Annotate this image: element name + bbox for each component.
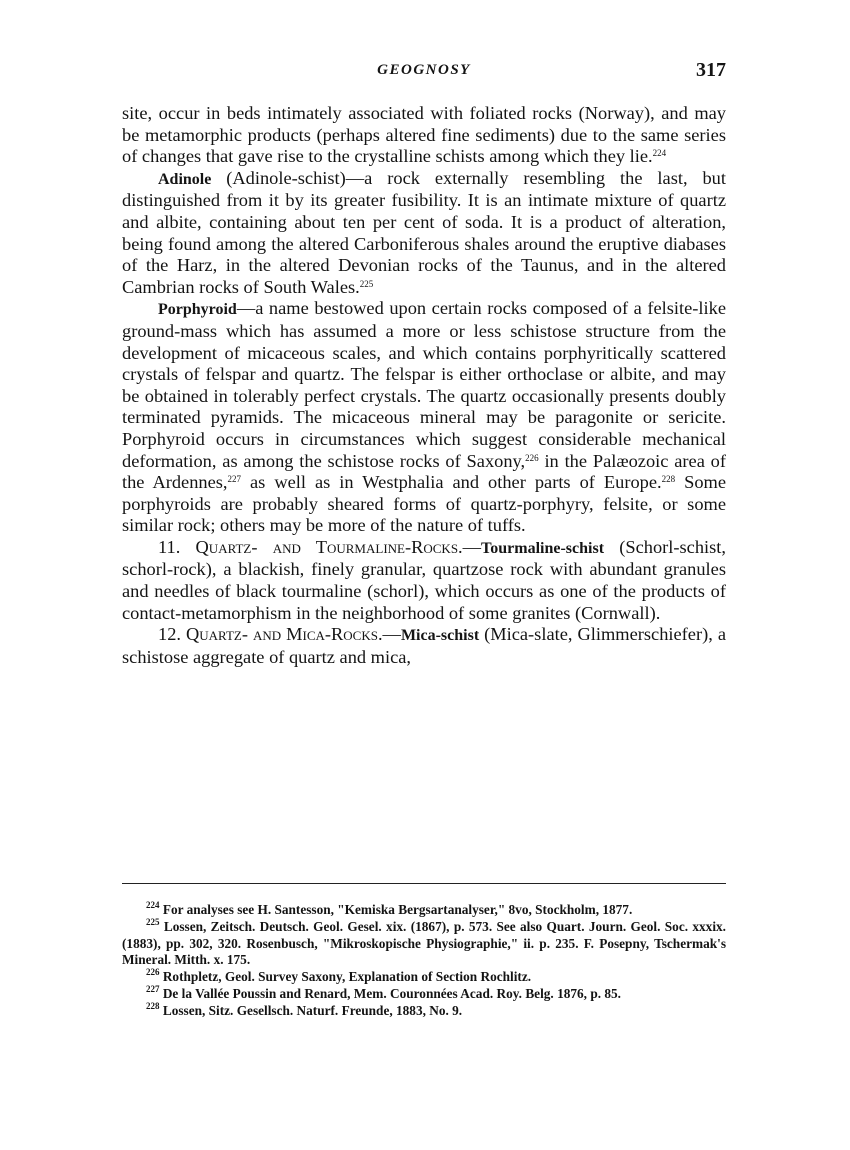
footnote-text: For analyses see H. Santesson, "Kemiska Bergsartanalyser," 8vo, Stockholm, 1877.	[159, 902, 633, 917]
page-header	[122, 59, 726, 88]
footnote	[122, 916, 726, 969]
footnote-number: 227	[146, 983, 160, 994]
footnote-ref: 227	[227, 474, 242, 485]
page-number: 317	[696, 59, 726, 81]
footnote-number: 226	[146, 967, 160, 978]
term-porphyroid: Porphyroid	[158, 301, 237, 319]
body-text	[122, 103, 726, 668]
footnote-ref: 226	[525, 452, 539, 463]
footnote-text: De la Vallée Poussin and Renard, Mem. Couronnées Acad. Roy. Belg. 1876, p. 85.	[159, 985, 621, 1001]
running-title: GEOGNOSY	[377, 62, 471, 78]
footnote	[122, 983, 726, 1003]
footnote	[122, 902, 726, 919]
paragraph-porphyroid	[122, 298, 726, 537]
paragraph-section-11	[122, 537, 726, 624]
paragraph-text: (Mica-slate, Glimmerschiefer), a schistose aggregate of quartz and mica,	[122, 624, 726, 667]
paragraph-text: Some porphyroids are probably sheared forms of quartz-porphyry, felsite, or some similar rock; others may be more of the nature of tuffs.	[122, 472, 726, 536]
section-heading: Quartz- and Tourmaline-Rocks.	[195, 536, 463, 557]
section-heading: Quartz- and Mica-Rocks.	[186, 624, 383, 645]
footnote-ref: 228	[661, 474, 676, 485]
section-number: 11.	[158, 536, 196, 557]
term-tourmaline-schist: Tourmaline-schist	[481, 539, 605, 557]
footnote	[122, 969, 726, 986]
heading-dash: —	[382, 624, 401, 645]
paragraph-text: site, occur in beds intimately associated with foliated rocks (Norway), and may be metamorphic products (perhaps altered fine sediments) due to the same series of changes that gave rise to the crystalline schists among which they lie.	[122, 103, 726, 167]
footnote-number: 224	[146, 900, 160, 910]
section-number: 12.	[158, 624, 186, 645]
paragraph-text: —a name bestowed upon certain rocks composed of a felsite-like ground-mass which has assumed a more or less schistose structure from the development of micaceous scales, and which contains porphyritically scattered crystals of felspar and quartz. The felspar is either orthoclase or albite, and may be obtained in tolerably perfect crystals. The quartz occasionally presents doubly terminated pyramids. The micaceous mineral may be paragonite or sericite. Porphyroid occurs in circumstances which suggest considerable mechanical deformation, as among the schistose rocks of Saxony,	[122, 298, 726, 471]
paragraph-text: in the Palæozoic area of the Ardennes,	[122, 450, 726, 493]
heading-dash: —	[462, 536, 482, 557]
footnote-number: 225	[146, 916, 160, 927]
paragraph-adinole	[122, 168, 726, 299]
paragraph-text: as well as in Westphalia and other parts of Europe.	[241, 472, 662, 493]
footnote-text: Lossen, Zeitsch. Deutsch. Geol. Gesel. xix. (1867), p. 573. See also Quart. Journ. Geol. Soc. xxxix. (1883), pp. 302, 320. Rosenbusch, "Mikroskopische Physiographie," ii. p. 235. F. Posepny, Tschermak's Mineral. Mitth. x. 175.	[122, 918, 726, 968]
footnote-text: Rothpletz, Geol. Survey Saxony, Explanation of Section Rochlitz.	[159, 969, 532, 985]
footnote-text: Lossen, Sitz. Gesellsch. Naturf. Freunde, 1883, No. 9.	[159, 1002, 463, 1018]
footnotes	[122, 902, 726, 1020]
term-mica-schist: Mica-schist	[400, 627, 480, 645]
paragraph-text: (Adinole-schist)—a rock externally resembling the last, but distinguished from it by its greater fusibility. It is an intimate mixture of quartz and albite, containing about ten per cent of soda. It is a product of alteration, being found among the altered Carboniferous shales around the eruptive diabases of the Harz, in the altered Devonian rocks of the Taunus, and in the altered Cambrian rocks of South Wales.	[122, 167, 726, 297]
term-adinole: Adinole	[158, 170, 212, 188]
paragraph-section-12	[122, 624, 726, 668]
footnote-ref: 225	[359, 278, 374, 289]
footnote-divider	[122, 883, 726, 884]
footnote	[122, 1000, 726, 1020]
footnote-number: 228	[146, 1000, 160, 1011]
paragraph-text: (Schorl-schist, schorl-rock), a blackish, finely granular, quartzose rock with abundant granules and needles of black tourmaline (schorl), which occurs as one of the products of contact-metamorphism in the neighborhood of some granites (Cornwall).	[122, 536, 727, 623]
footnote-ref: 224	[652, 148, 667, 159]
paragraph-continuation	[122, 103, 726, 168]
